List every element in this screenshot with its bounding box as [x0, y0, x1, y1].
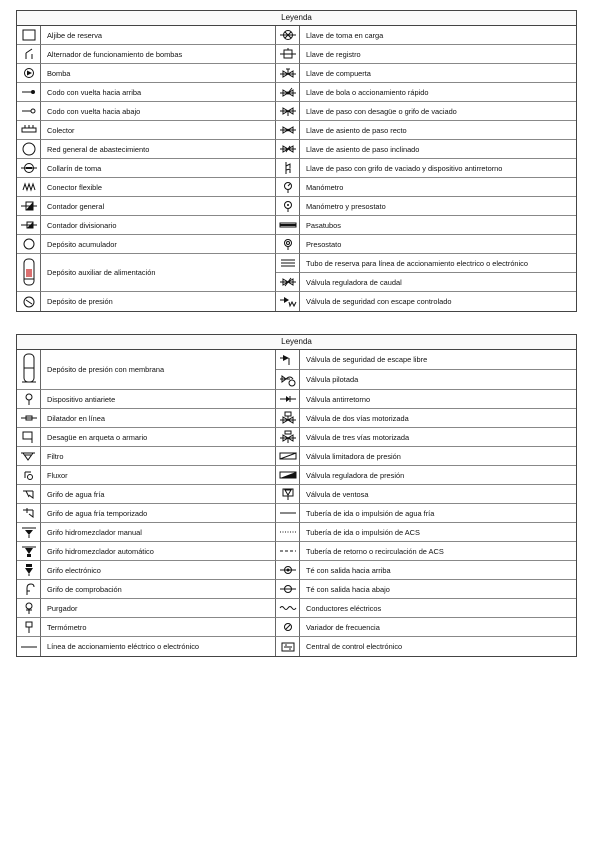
legend-left-label: Grifo electrónico	[41, 561, 276, 580]
tap-collar-icon	[21, 162, 37, 174]
legend-left-label: Filtro	[41, 447, 276, 466]
purger-icon	[21, 602, 37, 614]
legend-left-icon-cell	[17, 216, 41, 235]
legend-left-label: Depósito de presión con membrana	[41, 350, 276, 390]
legend-left-label: Conector flexible	[41, 178, 276, 197]
legend-right-icon-cell	[276, 273, 300, 292]
solid-line-icon	[280, 507, 296, 519]
legend-right-icon-cell	[276, 466, 300, 485]
sleeve-icon	[280, 219, 296, 231]
empty-square-icon	[21, 29, 37, 41]
drain-backflow-valve-icon	[280, 162, 296, 174]
tee-up-icon	[280, 564, 296, 576]
dashed-line-icon	[280, 545, 296, 557]
legend-left-label: Fluxor	[41, 466, 276, 485]
legend-right-icon-cell	[276, 350, 300, 370]
legend-left-icon-cell	[17, 428, 41, 447]
legend-right-label: Válvula reguladora de caudal	[300, 273, 576, 292]
legend-right-label: Manómetro y presostato	[300, 197, 576, 216]
legend-right-label: Tubería de retorno o recirculación de ACS	[300, 542, 576, 561]
control-line-icon	[21, 641, 37, 653]
manometer-icon	[280, 181, 296, 193]
legend-right-icon-cell	[276, 102, 300, 121]
legend-right-label: Pasatubos	[300, 216, 576, 235]
legend-right-label: Té con salida hacia abajo	[300, 580, 576, 599]
legend-right-icon-cell	[276, 523, 300, 542]
legend-right-label: Válvula de ventosa	[300, 485, 576, 504]
legend-left-label: Contador divisionario	[41, 216, 276, 235]
legend-left-label: Grifo de agua fría temporizado	[41, 504, 276, 523]
legend-left-label: Grifo hidromezclador automático	[41, 542, 276, 561]
general-meter-icon	[21, 200, 37, 212]
legend-right-icon-cell	[276, 140, 300, 159]
legend-left-label: Collarín de toma	[41, 159, 276, 178]
legend-left-icon-cell	[17, 409, 41, 428]
collector-icon	[21, 124, 37, 136]
legend-right-icon-cell	[276, 542, 300, 561]
legend-right-icon-cell	[276, 447, 300, 466]
legend-left-icon-cell	[17, 26, 41, 45]
legend-right-label: Tubo de reserva para línea de accionamiento electrico o electrónico	[300, 254, 576, 273]
legend-left-icon-cell	[17, 350, 41, 390]
legend-left-icon-cell	[17, 599, 41, 618]
pressure-tank-icon	[21, 296, 37, 308]
legend-left-label: Colector	[41, 121, 276, 140]
legend-left-label: Depósito auxiliar de alimentación	[41, 254, 276, 292]
legend-left-icon-cell	[17, 254, 41, 292]
legend-right-label: Llave de toma en carga	[300, 26, 576, 45]
legend-left-icon-cell	[17, 121, 41, 140]
legend-right-icon-cell	[276, 504, 300, 523]
legend-right-icon-cell	[276, 64, 300, 83]
legend-right-icon-cell	[276, 216, 300, 235]
auto-mixer-icon	[21, 545, 37, 557]
legend-right-label: Llave de registro	[300, 45, 576, 64]
manual-mixer-icon	[21, 526, 37, 538]
reserve-tube-icon	[280, 257, 296, 269]
legend-top	[16, 10, 577, 312]
legend-left-icon-cell	[17, 466, 41, 485]
legend-right-icon-cell	[276, 254, 300, 273]
legend-right-label: Llave de bola o accionamiento rápido	[300, 83, 576, 102]
filter-icon	[21, 450, 37, 462]
legend-right-icon-cell	[276, 235, 300, 254]
legend-right-icon-cell	[276, 409, 300, 428]
legend-left-label: Bomba	[41, 64, 276, 83]
elbow-up-icon	[21, 86, 37, 98]
legend-right-label: Válvula limitadora de presión	[300, 447, 576, 466]
legend-right-label: Manómetro	[300, 178, 576, 197]
legend-left-label: Codo con vuelta hacia arriba	[41, 83, 276, 102]
legend-right-icon-cell	[276, 292, 300, 311]
legend-right-icon-cell	[276, 561, 300, 580]
legend-left-label: Grifo de agua fría	[41, 485, 276, 504]
two-way-valve-icon	[280, 412, 296, 424]
legend-left-label: Grifo de comprobación	[41, 580, 276, 599]
legend-right-label: Conductores eléctricos	[300, 599, 576, 618]
wavy-line-icon	[280, 602, 296, 614]
legend-left-icon-cell	[17, 292, 41, 311]
divisional-meter-icon	[21, 219, 37, 231]
legend-right-label: Central de control electrónico	[306, 642, 403, 651]
legend-left-icon-cell	[17, 45, 41, 64]
legend-right-icon-cell	[276, 159, 300, 178]
legend-right-icon-cell	[276, 390, 300, 409]
ball-valve-icon	[280, 86, 296, 98]
legend-right-label: Té con salida hacia arriba	[300, 561, 576, 580]
legend-right-label: Tubería de ida o impulsión de agua fría	[300, 504, 576, 523]
legend-right-label: Llave de compuerta	[300, 64, 576, 83]
legend-right-label: Llave de asiento de paso inclinado	[300, 140, 576, 159]
legend-left-icon-cell	[17, 390, 41, 409]
pilot-valve-icon	[280, 374, 296, 386]
legend-left-icon-cell	[17, 561, 41, 580]
air-valve-icon	[280, 488, 296, 500]
legend-left-icon-cell	[17, 102, 41, 121]
free-safety-valve-icon	[280, 354, 296, 366]
legend-bottom	[16, 334, 577, 657]
accumulator-icon	[21, 238, 37, 250]
dotted-line-icon	[280, 526, 296, 538]
aux-tank-icon	[21, 267, 37, 279]
legend-left-icon-cell	[17, 197, 41, 216]
legend-left-icon-cell	[17, 637, 41, 656]
legend-right-label: Presostato	[300, 235, 576, 254]
legend-right-icon-cell	[276, 428, 300, 447]
inclined-seat-valve-icon	[280, 143, 296, 155]
legend-right-label: Variador de frecuencia	[300, 618, 576, 637]
legend-grid	[17, 350, 576, 656]
legend-left-label: Purgador	[41, 599, 276, 618]
electronic-tap-icon	[21, 564, 37, 576]
flexible-connector-icon	[21, 181, 37, 193]
membrane-tank-icon	[21, 364, 37, 376]
legend-left-label: Depósito acumulador	[41, 235, 276, 254]
manometer-pressostat-icon	[280, 200, 296, 212]
legend-left-icon-cell	[17, 64, 41, 83]
legend-left-label: Línea de accionamiento eléctrico o electrónico	[41, 637, 276, 656]
legend-right-icon-cell	[276, 26, 300, 45]
flow-regulator-icon	[280, 276, 296, 288]
legend-right-icon-cell	[276, 178, 300, 197]
legend-left-label: Termómetro	[41, 618, 276, 637]
legend-left-icon-cell	[17, 485, 41, 504]
legend-right-label: Válvula pilotada	[300, 370, 576, 390]
legend-right-icon-cell	[276, 485, 300, 504]
legend-left-icon-cell	[17, 580, 41, 599]
valve-circle-cross-icon	[280, 29, 296, 41]
legend-title: Leyenda	[17, 335, 576, 350]
pressure-regulator-icon	[280, 469, 296, 481]
legend-right-label: Llave de paso con desagüe o grifo de vaciado	[300, 102, 576, 121]
valve-box-icon	[280, 48, 296, 60]
flush-valve-icon	[21, 469, 37, 481]
legend-left-icon-cell	[17, 235, 41, 254]
legend-right-icon-cell	[276, 599, 300, 618]
legend-left-label: Dispositivo antiariete	[41, 390, 276, 409]
legend-left-label: Dilatador en línea	[41, 409, 276, 428]
legend-left-icon-cell	[17, 504, 41, 523]
legend-right-label: Válvula de seguridad con escape controlado	[306, 297, 452, 306]
legend-left-label: Desagüe en arqueta o armario	[41, 428, 276, 447]
legend-right-label: Válvula reguladora de presión	[300, 466, 576, 485]
pump-icon	[21, 67, 37, 79]
gate-valve-icon	[280, 67, 296, 79]
expansion-icon	[21, 412, 37, 424]
legend-left-label: Alternador de funcionamiento de bombas	[41, 45, 276, 64]
legend-right-icon-cell	[276, 45, 300, 64]
legend-right-label: Válvula de tres vías motorizada	[300, 428, 576, 447]
legend-right-icon-cell	[276, 83, 300, 102]
legend-left-icon-cell	[17, 447, 41, 466]
supply-network-icon	[21, 143, 37, 155]
legend-left-label: Red general de abastecimiento	[41, 140, 276, 159]
legend-right-icon-cell	[276, 121, 300, 140]
legend-right-icon-cell	[276, 580, 300, 599]
legend-right-icon-cell	[276, 637, 300, 656]
water-hammer-icon	[21, 393, 37, 405]
legend-left-icon-cell	[17, 83, 41, 102]
legend-left-label: Codo con vuelta hacia abajo	[41, 102, 276, 121]
control-unit-icon	[280, 641, 296, 653]
cold-tap-icon	[21, 488, 37, 500]
legend-left-icon-cell	[17, 542, 41, 561]
legend-left-icon-cell	[17, 178, 41, 197]
check-valve-icon	[280, 393, 296, 405]
legend-right-label: Válvula de seguridad de escape libre	[300, 350, 576, 370]
sump-drain-icon	[21, 431, 37, 443]
safety-valve-icon	[280, 296, 296, 308]
tee-down-icon	[280, 583, 296, 595]
legend-left-label: Contador general	[41, 197, 276, 216]
legend-title: Leyenda	[17, 11, 576, 26]
legend-right-label: Llave de paso con grifo de vaciado y dispositivo antirretorno	[300, 159, 576, 178]
three-way-valve-icon	[280, 431, 296, 443]
legend-left-label: Aljibe de reserva	[41, 26, 276, 45]
drain-valve-icon	[280, 105, 296, 117]
frequency-drive-icon	[280, 621, 296, 633]
legend-grid	[17, 26, 576, 311]
timed-tap-icon	[21, 507, 37, 519]
legend-left-label: Depósito de presión	[41, 292, 276, 311]
pressostat-icon	[280, 238, 296, 250]
legend-right-label: Válvula de dos vías motorizada	[300, 409, 576, 428]
thermometer-icon	[21, 621, 37, 633]
legend-right-label: Llave de asiento de paso recto	[300, 121, 576, 140]
legend-right-label: Válvula antirretorno	[300, 390, 576, 409]
straight-seat-valve-icon	[280, 124, 296, 136]
legend-left-icon-cell	[17, 618, 41, 637]
elbow-down-icon	[21, 105, 37, 117]
pump-switch-icon	[21, 48, 37, 60]
legend-right-label: Tubería de ida o impulsión de ACS	[300, 523, 576, 542]
legend-left-label: Grifo hidromezclador manual	[41, 523, 276, 542]
legend-right-icon-cell	[276, 618, 300, 637]
pressure-limiter-icon	[280, 450, 296, 462]
legend-left-icon-cell	[17, 159, 41, 178]
legend-left-icon-cell	[17, 140, 41, 159]
legend-right-icon-cell	[276, 370, 300, 390]
test-tap-icon	[21, 583, 37, 595]
legend-left-icon-cell	[17, 523, 41, 542]
legend-right-icon-cell	[276, 197, 300, 216]
